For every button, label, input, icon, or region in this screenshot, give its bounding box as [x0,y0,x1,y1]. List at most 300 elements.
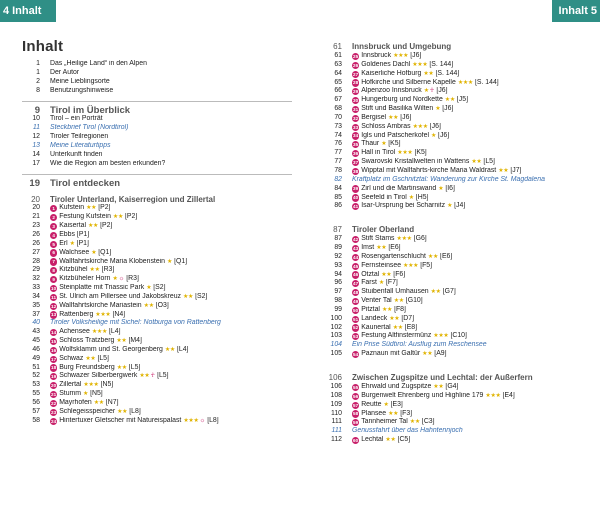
toc-entry[interactable] [22,355,292,364]
entry-content [352,194,428,203]
sight-number-badge: 25 [353,53,359,59]
entry-title: Der Autor [50,68,80,76]
entry-title: Seefeld in Tirol [361,193,407,201]
entry-content [50,213,137,222]
toc-entry[interactable] [324,96,594,105]
page-number-right: 5 [590,5,597,17]
sight-number-badge: 7 [50,258,57,265]
toc-entry[interactable] [324,279,594,288]
page-number: 9 [34,104,40,116]
toc-entry[interactable] [22,364,292,373]
map-reference: [L4] [176,345,189,353]
toc-feature-entry[interactable] [324,427,594,436]
toc-entry[interactable] [22,266,292,275]
page-number: 86 [334,202,342,210]
star-rating-icon: ★★ [381,305,393,313]
sight-number-badge: 36 [353,151,359,157]
toc-entry[interactable] [22,78,292,87]
entry-title: Kaunertal [361,323,391,331]
star-rating-icon: ★★ [433,383,444,390]
page-number: 8 [36,86,40,94]
entry-title: Unterkunft finden [50,150,103,158]
star-rating-icon: ★★ [117,407,128,415]
toc-entry[interactable] [324,52,594,61]
entry-title: Isar-Ursprung bei Scharnitz [361,202,446,210]
sight-number-badge: 22 [51,400,57,406]
sight-number-badge: 23 [51,409,57,415]
entry-content [50,133,108,142]
entry-content [50,417,219,426]
map-reference: [J6] [436,87,448,95]
subsection-heading[interactable] [324,371,594,383]
map-reference: [A9] [434,350,447,358]
page-number: 103 [330,332,342,340]
sight-number-badge: 9 [50,276,57,283]
entry-content [50,346,188,355]
toc-entry[interactable] [22,204,292,213]
toc-entry[interactable] [324,244,594,253]
toc-entry[interactable] [324,324,594,333]
page-number: 106 [328,373,342,383]
entry-title: Meine Literaturtipps [50,141,111,149]
star-rating-icon: ★ [447,202,453,210]
map-reference: [F8] [394,305,406,313]
entry-title: Kitzbüheler Horn [59,275,111,283]
toc-entry[interactable] [324,288,594,297]
toc-entry[interactable] [22,151,292,160]
entry-content [50,258,187,267]
entry-title: Schloss Ambras [361,122,411,130]
toc-entry[interactable] [324,87,594,96]
map-reference: [S. 144] [429,60,454,68]
sight-number-badge: 53 [353,334,359,340]
entry-title: Festung Kufstein [59,213,111,221]
sight-number-badge: 30 [353,98,359,104]
entry-title: Tiroler Volksheilige mit Sichel: Notburga von Rattenberg [50,319,221,327]
toc-entry[interactable] [324,306,594,315]
entry-content [352,114,411,123]
toc-entry[interactable] [22,399,292,408]
sight-number-badge: 40 [353,195,359,201]
sight-number-badge: 16 [51,347,57,353]
entry-content [352,52,421,61]
page-number: 34 [32,292,40,300]
toc-entry[interactable] [22,275,292,284]
sight-number-badge: 49 [353,298,359,304]
toc-feature-entry[interactable] [22,319,292,328]
sight-number-badge: 58 [353,411,359,417]
toc-entry[interactable] [324,315,594,324]
sight-number-badge: 20 [51,383,57,389]
star-rating-icon: ★★ [116,337,127,345]
spacer [324,359,594,367]
map-reference: [G7] [442,288,456,296]
page-number: 97 [334,288,342,296]
entry-content [50,293,207,302]
star-rating-icon: ★★ [164,345,175,353]
star-rating-icon: ★ [381,140,387,148]
subsection-heading[interactable] [22,192,292,204]
toc-entry[interactable] [22,60,292,69]
star-rating-icon: ★★ [393,297,404,305]
toc-entry[interactable] [324,262,594,271]
toc-entry[interactable] [324,271,594,280]
subsection-heading[interactable] [324,40,594,52]
page-number: 87 [334,235,342,243]
page-number: 61 [333,42,342,52]
star-rating-icon: ★★★ [403,261,419,269]
star-rating-icon: ★ [423,87,429,95]
star-rating-icon: ★★ [93,399,104,406]
map-reference: [S2] [153,284,166,292]
toc-entry[interactable] [22,328,292,337]
page-number: 74 [334,131,342,139]
map-reference: [C10] [450,332,467,340]
toc-entry[interactable] [324,70,594,79]
sight-number-badge: 29 [353,89,359,95]
toc-entry[interactable] [324,132,594,141]
entry-title: Stift und Basilika Wilten [361,105,434,113]
map-reference: [L5] [483,158,495,166]
star-rating-icon: ★ [438,184,444,192]
entry-title: Lechtal [361,436,384,444]
toc-entry[interactable] [324,332,594,341]
entry-content [352,350,447,359]
page-number: 49 [32,354,40,362]
toc-entry[interactable] [324,350,594,359]
sight-number-badge: 24 [51,418,57,424]
star-rating-icon: ★ [430,131,437,139]
page-number: 55 [32,390,40,398]
page-number: 51 [32,363,40,371]
entry-content [50,60,147,69]
toc-entry[interactable] [324,202,594,211]
map-reference: [O3] [155,301,169,309]
map-reference: [Q1] [98,248,112,256]
toc-entry[interactable] [22,417,292,426]
toc-entry[interactable] [22,293,292,302]
page-number: 77 [334,158,342,166]
entry-content [352,436,410,445]
header-title-left: Inhalt [12,5,42,17]
toc-entry[interactable] [324,140,594,149]
page-number: 17 [32,159,40,167]
entry-title: Hofkirche und Silberne Kapelle [361,78,456,86]
entry-content [352,401,403,410]
toc-entry[interactable] [324,410,594,419]
toc-entry[interactable] [22,390,292,399]
entry-content [352,167,521,176]
toc-entry[interactable] [22,240,292,249]
toc-entry[interactable] [22,346,292,355]
star-rating-icon: ★★ [89,266,100,274]
sight-number-badge: 60 [353,437,359,443]
star-rating-icon: ★★ [498,166,509,174]
entry-content [352,202,465,211]
toc-entry[interactable] [22,337,292,346]
page-number: 76 [334,140,342,148]
entry-title: Rosengartenschlucht [361,252,426,260]
toc-entry[interactable] [22,284,292,293]
entry-content [50,372,169,381]
map-reference: [P1] [76,239,89,247]
page-number: 27 [32,248,40,256]
star-rating-icon: ★★★ [95,310,111,318]
section-heading[interactable] [22,101,292,115]
entry-content [352,132,449,141]
sight-number-badge: 46 [353,272,359,278]
heading-title: Zwischen Zugspitze und Lechtal: der Außerfern [352,373,533,383]
section-heading[interactable] [22,174,292,188]
map-reference: [J4] [454,202,466,210]
page-number: 109 [330,400,342,408]
map-reference: [H5] [415,193,429,201]
entry-content [50,231,89,240]
star-rating-icon: ★ [383,400,389,408]
page-number: 96 [334,279,342,287]
toc-entry[interactable] [22,69,292,78]
entry-content [352,87,448,96]
star-rating-icon: ★★ [423,69,434,77]
star-rating-icon: ★★★ [83,381,99,389]
page-number: 92 [334,252,342,260]
page-number: 14 [32,150,40,158]
star-rating-icon: ★★ [422,350,433,358]
tip-symbol-icon: ☼ [199,416,206,424]
sight-number-badge: 18 [51,365,57,371]
entry-title: Pitztal [361,305,380,313]
entry-title: Ein Prise Südtirol: Ausflug zum Reschensee [352,341,487,349]
entry-title: Ötztal [361,270,380,278]
sight-number-badge: 21 [51,391,57,397]
page-number: 52 [32,372,40,380]
star-rating-icon: ★★★ [433,332,449,340]
entry-title: Swarovski Kristallwelten in Wattens [361,158,470,166]
entry-title: Imst [361,244,375,252]
entry-title: Stuibenfall Umhausen [361,288,429,296]
toc-entry[interactable] [324,61,594,70]
map-reference: [E8] [404,323,418,331]
toc-entry[interactable] [324,253,594,262]
star-rating-icon: ★ [146,284,152,292]
page-number: 63 [334,60,342,68]
toc-entry[interactable] [22,381,292,390]
page-number: 112 [331,436,342,444]
sight-number-badge: 1 [50,205,57,212]
toc-entry[interactable] [324,383,594,392]
toc-entry[interactable] [324,297,594,306]
toc-entry[interactable] [22,231,292,240]
toc-entry[interactable] [324,149,594,158]
toc-entry[interactable] [22,408,292,417]
star-rating-icon: ★★★ [91,328,107,336]
map-reference: [J5] [456,96,468,104]
entry-content [50,142,111,151]
sight-number-badge: 51 [353,316,359,322]
toc-entry[interactable] [324,167,594,176]
map-reference: [G4] [445,383,459,390]
star-rating-icon: ★★ [427,252,439,260]
page-header-right [552,0,600,22]
entry-title: Das „Heilige Land“ in den Alpen [50,60,147,67]
star-rating-icon: ★ [91,248,97,256]
sight-number-badge: 38 [353,168,359,174]
map-reference: [N5] [90,390,103,398]
toc-entry[interactable] [324,105,594,114]
entry-content [50,364,140,373]
toc-entry[interactable] [22,258,292,267]
map-reference: [P1] [76,230,90,238]
map-reference: [P2] [98,204,111,212]
toc-feature-entry[interactable] [22,142,292,151]
star-rating-icon: ★★ [392,323,403,331]
entry-content [352,279,398,288]
toc-entry[interactable] [22,222,292,231]
toc-entry[interactable] [22,302,292,311]
star-rating-icon: ★★★ [393,52,409,59]
tip-symbol-icon: ☼ [118,275,125,283]
entry-content [50,87,113,96]
toc-entry[interactable] [22,249,292,258]
star-rating-icon: ★★ [471,158,482,166]
sight-number-badge: 14 [51,330,57,336]
map-reference: [S. 144] [474,78,499,86]
toc-feature-entry[interactable] [324,341,594,350]
page-number: 12 [32,133,40,141]
entry-title: Innsbruck [361,52,392,59]
toc-entry[interactable] [22,160,292,169]
star-rating-icon: ★★ [376,244,387,252]
star-rating-icon: ★★★ [397,149,413,157]
toc-feature-entry[interactable] [22,124,292,133]
entry-title: Tiroler Teilregionen [50,133,109,141]
map-reference: [L8] [207,416,219,424]
toc-entry[interactable] [324,114,594,123]
entry-title: Erl [59,239,68,247]
entry-content [50,311,125,320]
toc-entry[interactable] [22,133,292,142]
entry-content [50,266,114,275]
sight-number-badge: 6 [50,249,57,256]
entry-title: Benutzungshinweise [50,86,114,94]
entry-content [352,392,515,401]
map-reference: [N5] [100,381,114,389]
page-number: 53 [32,381,40,389]
map-reference: [S. 144] [435,69,460,77]
map-reference: [C5] [397,436,411,444]
entry-title: Reutte [361,400,382,408]
page-number: 68 [334,105,342,113]
toc-entry[interactable] [324,392,594,401]
toc-entry[interactable] [22,87,292,96]
toc-entry[interactable] [324,194,594,203]
page-number: 33 [32,284,40,292]
star-rating-icon: ★★★ [485,391,501,399]
toc-entry[interactable] [324,123,594,132]
map-reference: [E6] [388,244,401,252]
entry-content [50,328,121,337]
entry-title: Zirl und die Martinswand [361,184,437,192]
entry-content [50,381,113,390]
entry-content [50,115,103,124]
entry-content [50,240,89,249]
entry-title: Festung Altfinstermünz [361,332,432,340]
entry-content [50,390,103,399]
toc-entry[interactable] [324,436,594,445]
entry-content [50,399,119,408]
page-number: 61 [334,52,342,59]
toc-feature-entry[interactable] [324,176,594,185]
toc-entry[interactable] [324,235,594,244]
entry-title: Achensee [59,328,90,336]
star-rating-icon: ★★ [139,372,150,380]
entry-title: Kitzbühel [59,266,88,274]
entry-title: Genussfahrt über das Hahntennjoch [352,427,463,435]
entry-title: Wallfahrtskirche Maria Klobenstein [59,257,166,265]
page-number: 58 [32,416,40,424]
page-number: 98 [334,297,342,305]
sight-number-badge: 2 [50,214,57,221]
toc-entry[interactable] [324,185,594,194]
sight-number-badge: 19 [51,374,57,380]
toc-entry[interactable] [324,79,594,88]
sight-number-badge: 8 [50,267,57,274]
toc-right-column [324,40,594,445]
entry-title: Paznaun mit Galtür [361,350,421,358]
entry-title: Schwazer Silberbergwerk [59,372,138,380]
subsection-heading[interactable] [324,223,594,235]
page-number: 64 [334,69,342,77]
toc-entry[interactable] [22,372,292,381]
map-reference: [K5] [388,140,401,148]
entry-content [352,149,427,158]
toc-entry[interactable] [324,418,594,427]
entry-title: Kufstein [59,204,85,212]
page-number-left: 4 [3,5,10,17]
sight-number-badge: 59 [353,420,359,426]
toc-entry[interactable] [22,115,292,124]
toc-entry[interactable] [324,158,594,167]
map-reference: [J7] [510,166,522,174]
entry-content [50,337,142,346]
entry-title: Stumm [59,390,82,398]
entry-content [50,78,110,87]
toc-entry[interactable] [324,401,594,410]
entry-content [352,185,455,194]
entry-title: Steinplatte mit Triassic Park [59,284,145,292]
entry-title: Hall in Tirol [361,149,396,157]
map-reference: [L4] [109,328,121,336]
page-number: 56 [32,399,40,406]
sight-number-badge: 42 [353,237,359,243]
sight-number-badge: 45 [353,263,359,269]
sight-number-badge: 50 [353,307,359,313]
sight-number-badge: 44 [353,254,359,260]
entry-content [50,69,79,78]
entry-content [352,418,435,427]
toc-entry[interactable] [22,213,292,222]
sight-number-badge: 33 [353,124,359,130]
entry-title: Walchsee [59,248,90,256]
toc-entry[interactable] [22,311,292,320]
map-reference: [G10] [405,297,423,305]
entry-title: Wallfahrtskirche Mariastein [59,301,142,309]
sight-number-badge: 55 [353,384,359,390]
entry-content [352,324,417,333]
entry-content [352,96,468,105]
entry-content [50,204,110,213]
entry-content [352,123,441,132]
